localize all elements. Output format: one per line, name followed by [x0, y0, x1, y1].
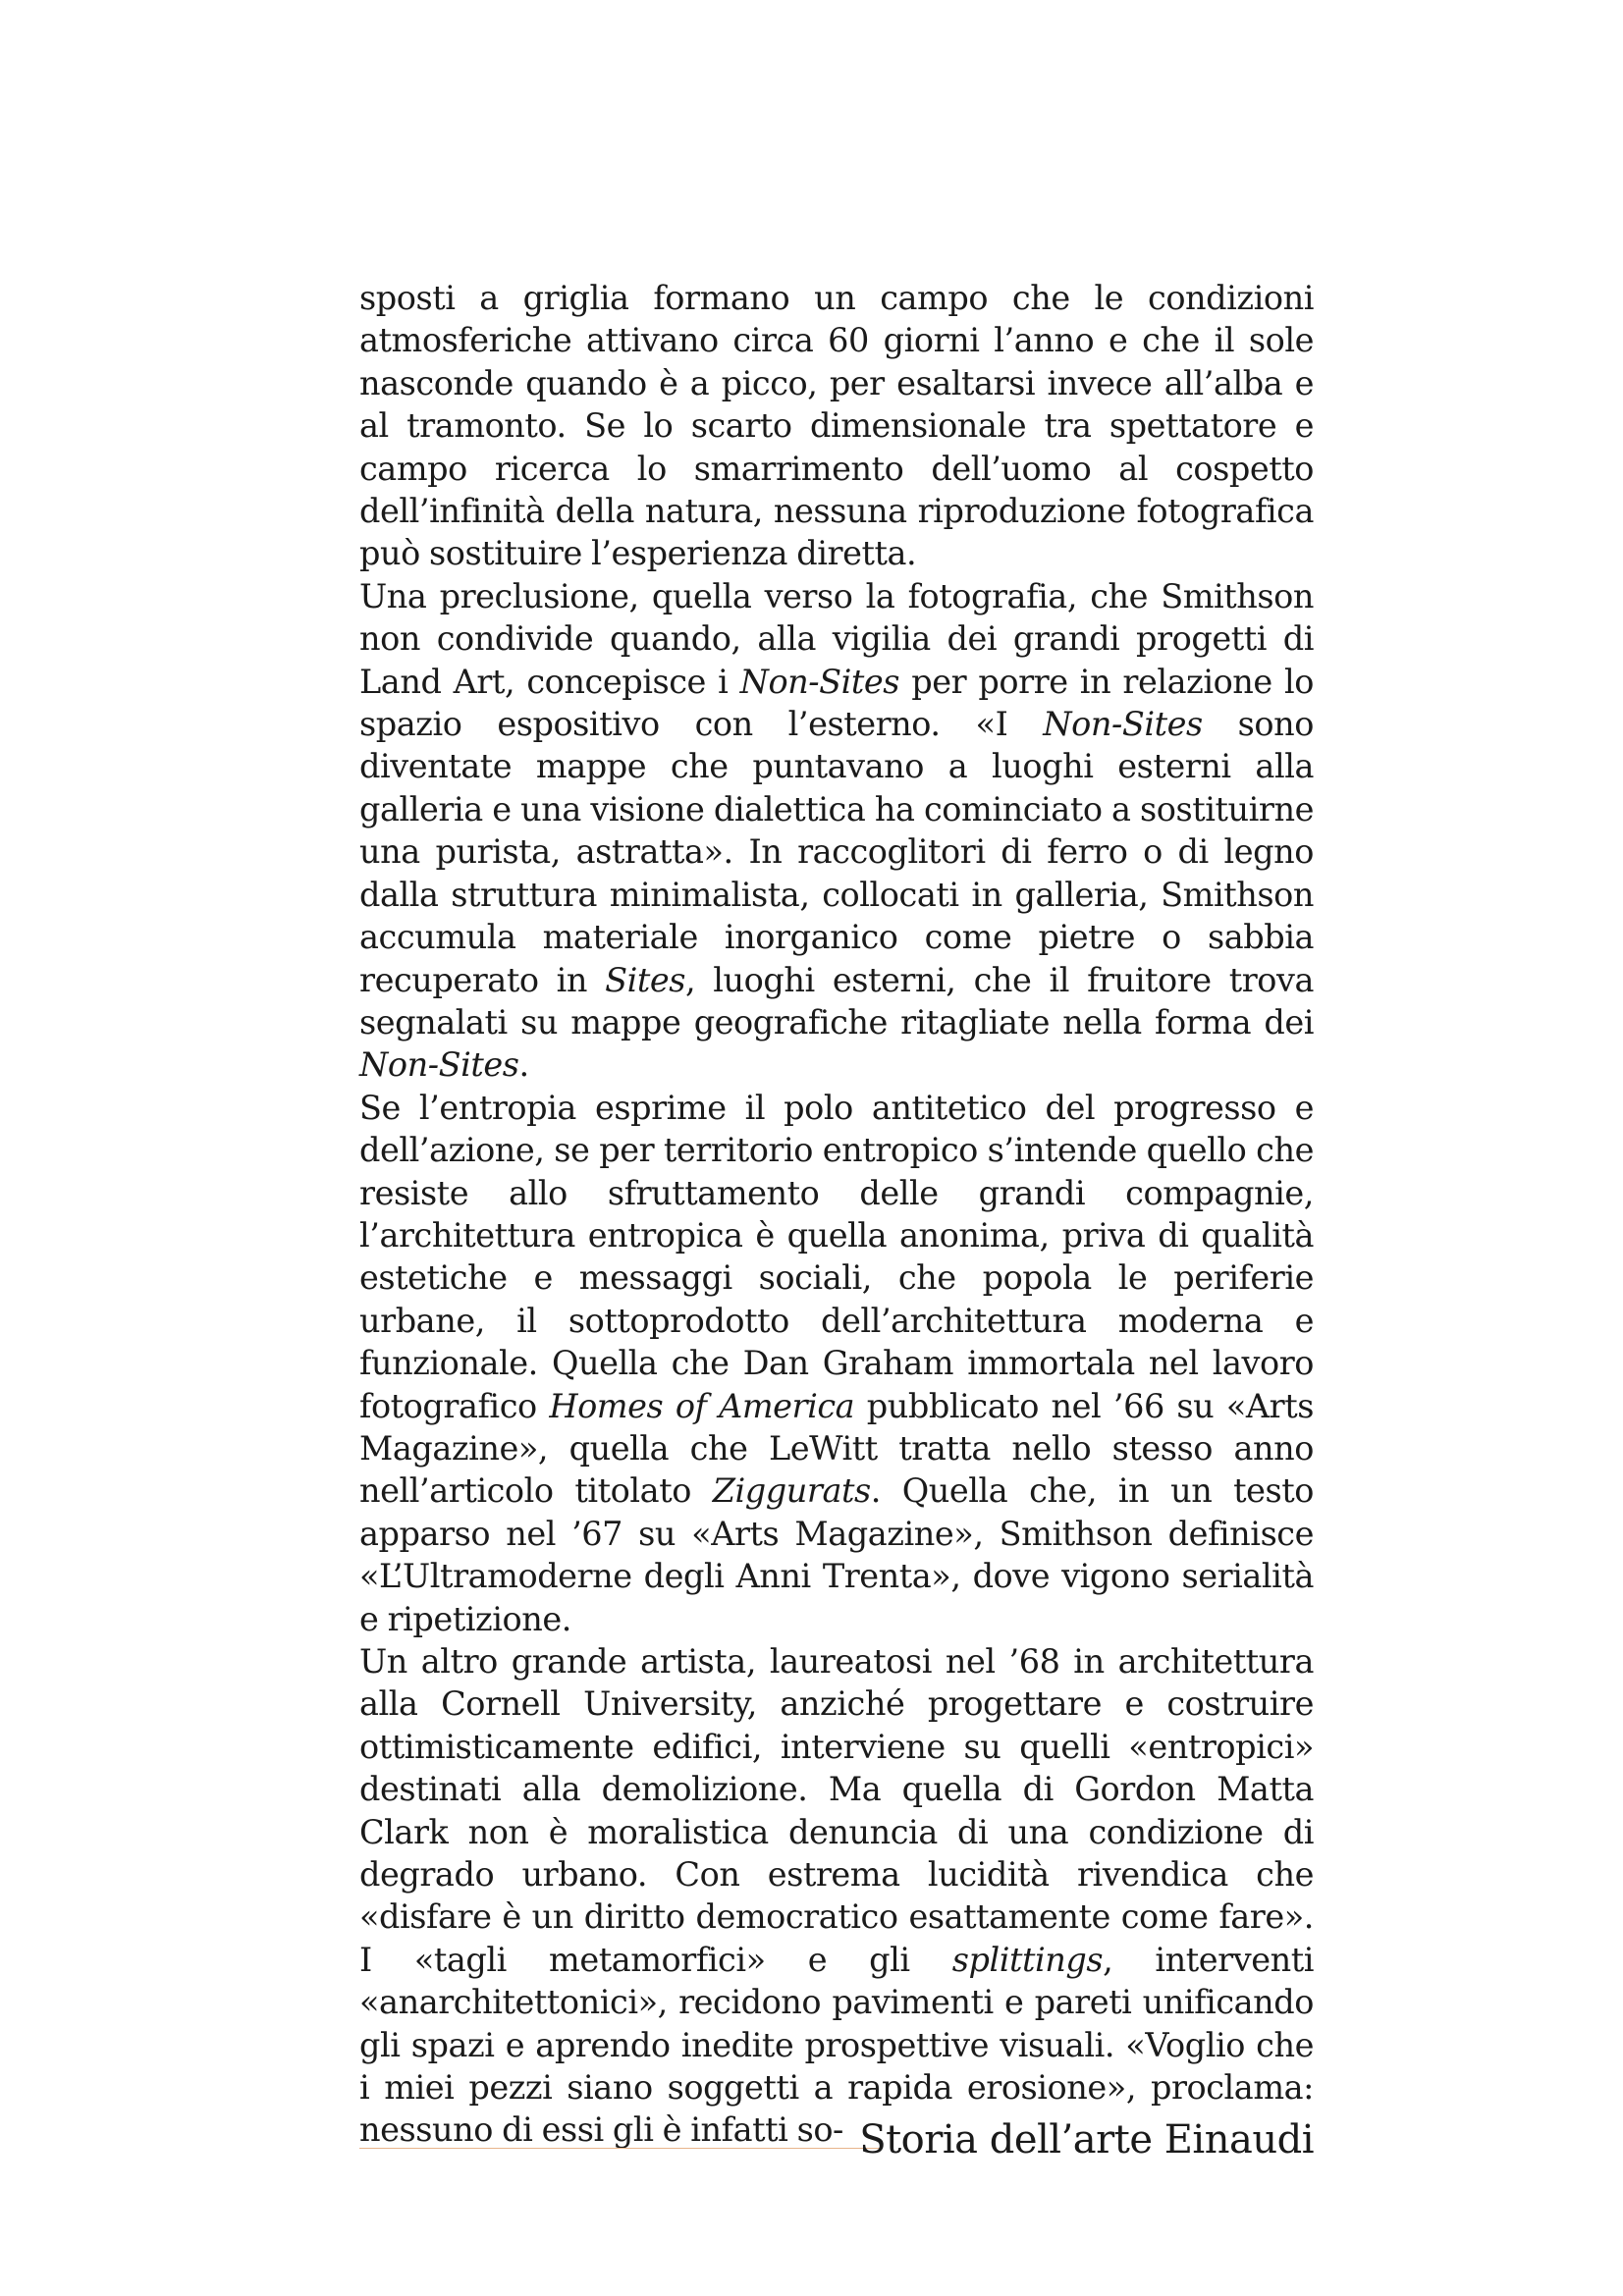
title-non-sites: Non-Sites — [359, 1045, 519, 1085]
paragraph-2-text: , luoghi esterni, che il fruitore trova segnalati su mappe geografiche ritagliate nella forma dei — [359, 960, 1314, 1041]
footer-title: Storia dell’arte Einaudi — [859, 2117, 1314, 2163]
paragraph-2 — [359, 575, 1314, 1087]
paragraph-4-text: Un altro grande artista, laureatosi nel ’68 in architettura alla Cornell University, anziché progettare e costruire ottimisticamente edifici, interviene su quelli «entropici» destinati alla demolizione. Ma quella di Gordon Matta Clark non è moralistica denuncia di una condizione di degrado urbano. Con estrema lucidità rivendica che «disfare è un diritto democratico esattamente come fare». I «tagli metamorfici» e gli — [359, 1642, 1314, 1979]
paragraph-4 — [359, 1640, 1314, 2152]
paragraph-2-text: sono diventate mappe che puntavano a luoghi esterni alla galleria e una visione dialettica ha cominciato a sostituirne una purista, astratta». In raccoglitori di ferro o di legno dalla struttura minimalista, collocati in galleria, Smithson accumula materiale inorganico come pietre o sabbia recuperato in — [359, 705, 1314, 999]
paragraph-2-text: . — [518, 1045, 529, 1085]
paragraph-3 — [359, 1087, 1314, 1640]
paragraph-1 — [359, 277, 1314, 575]
footer-rule — [359, 2148, 880, 2149]
paragraph-3-text: Se l’entropia esprime il polo antitetico del progresso e dell’azione, se per territorio entropico s’intende quello che resiste allo sfruttamento delle grandi compagnie, l’architettura entropica è quella anonima, priva di qualità estetiche e messaggi sociali, che popola le periferie urbane, il sottoprodotto dell’architettura moderna e funzionale. Quella che Dan Graham immortala nel lavoro fotografico — [359, 1088, 1314, 1425]
page-footer — [359, 2114, 1314, 2173]
title-splittings: splittings — [951, 1940, 1104, 1979]
body-text — [359, 277, 1314, 2152]
paragraph-2-text: Una preclusione, quella verso la fotografia, che Smithson non condivide quando, alla vigilia dei grandi progetti di Land Art, concepisce i — [359, 576, 1314, 701]
paragraph-1-text: sposti a griglia formano un campo che le condizioni atmosferiche attivano circa 60 giorni l’anno e che il sole nasconde quando è a picco, per esaltarsi invece all’alba e al tramonto. Se lo scarto dimensionale tra spettatore e campo ricerca lo smarrimento dell’uomo al cospetto dell’infinità della natura, nessuna riproduzione fotografica può sostituire l’esperienza diretta. — [359, 279, 1314, 573]
paragraph-2-text: per porre in relazione lo spazio espositivo con l’esterno. «I — [359, 662, 1314, 744]
title-homes-of-america: Homes of America — [549, 1386, 855, 1425]
title-sites: Sites — [605, 960, 686, 999]
paragraph-3-text: . Quella che, in un testo apparso nel ’67 su «Arts Magazine», Smithson definisce «L’Ultramoderne degli Anni Trenta», dove vigono serialità e ripetizione. — [359, 1471, 1314, 1638]
title-non-sites: Non-Sites — [739, 662, 900, 701]
paragraph-3-text: pubblicato nel ’66 su «Arts Magazine», quella che LeWitt tratta nello stesso anno nell’articolo titolato — [359, 1386, 1314, 1511]
paragraph-4-text: , interventi «anarchitettonici», recidono pavimenti e pareti unificando gli spazi e aprendo inedite prospettive visuali. «Voglio che i miei pezzi siano soggetti a rapida erosione», proclama: nessuno di essi gli è infatti so- — [359, 1940, 1315, 2150]
title-non-sites: Non-Sites — [1043, 705, 1203, 744]
title-ziggurats: Ziggurats — [712, 1471, 871, 1511]
